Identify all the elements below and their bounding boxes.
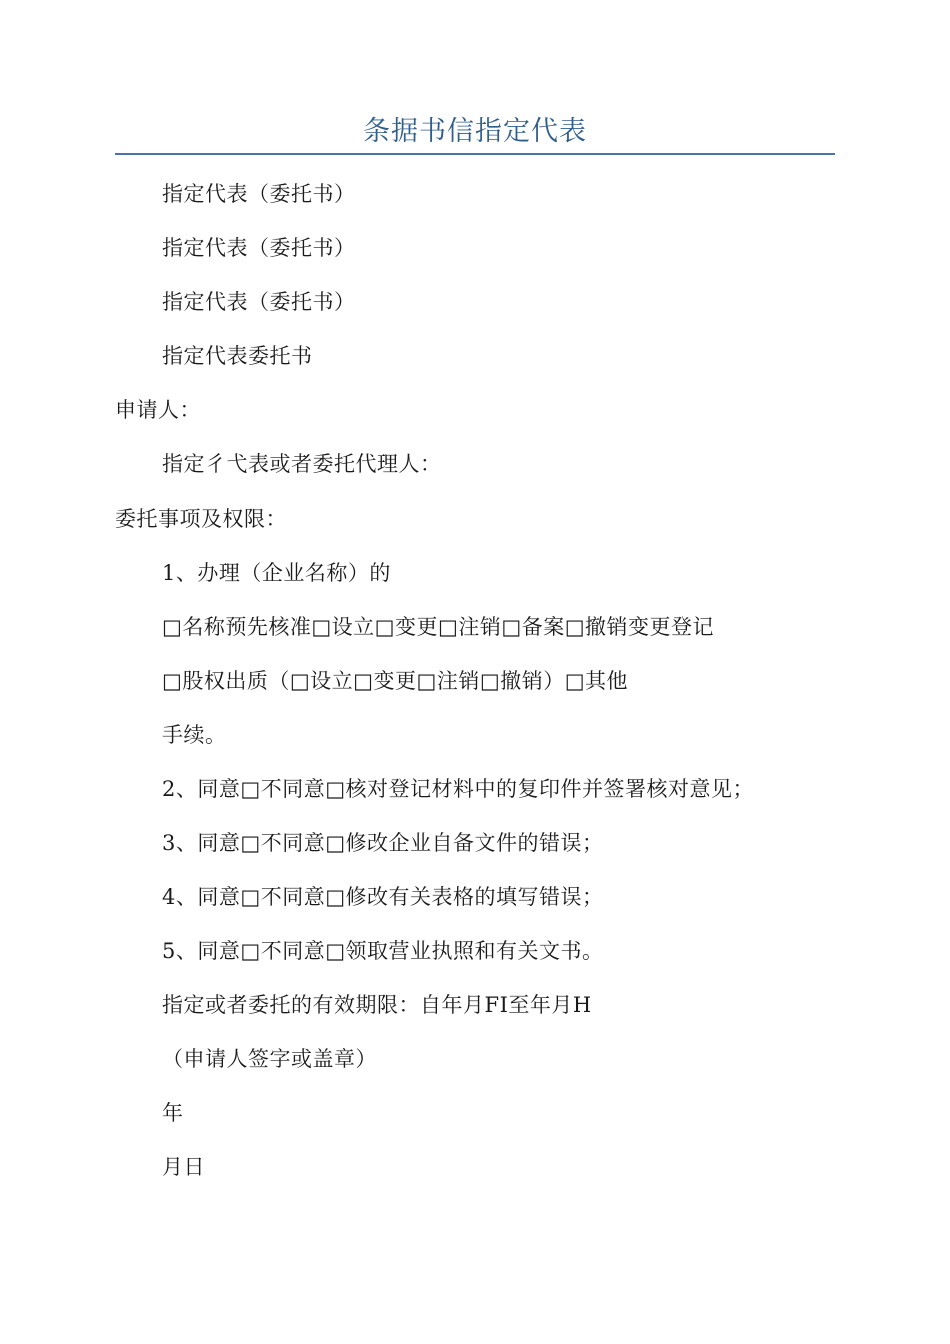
line-item-4: 4、同意□不同意□修改有关表格的填写错误； — [162, 885, 604, 909]
line-agent: 指定彳弋表或者委托代理人： — [162, 452, 442, 476]
line-applicant: 申请人： — [115, 398, 201, 422]
line-heading-4: 指定代表委托书 — [162, 344, 313, 368]
line-heading-2: 指定代表（委托书） — [162, 236, 356, 260]
line-heading-1: 指定代表（委托书） — [162, 182, 356, 206]
line-authority-heading: 委托事项及权限： — [115, 507, 287, 531]
line-item-1: 1、办理（企业名称）的 — [162, 561, 391, 585]
line-item-1-end: 手续。 — [162, 723, 227, 747]
document-title: 条据书信指定代表 — [363, 116, 587, 147]
line-validity-period: 指定或者委托的有效期限：自年月FI至年月H — [162, 993, 592, 1017]
line-item-5: 5、同意□不同意□领取营业执照和有关文书。 — [162, 939, 604, 963]
line-heading-3: 指定代表（委托书） — [162, 290, 356, 314]
title-underline — [115, 153, 835, 155]
line-year: 年 — [162, 1101, 184, 1125]
line-month-day: 月日 — [162, 1155, 205, 1179]
line-signature: （申请人签字或盖章） — [162, 1047, 377, 1071]
line-item-1-equity: □股权出质（□设立□变更□注销□撤销）□其他 — [162, 669, 629, 693]
line-item-3: 3、同意□不同意□修改企业自备文件的错误； — [162, 831, 604, 855]
line-item-1-options: □名称预先核准□设立□变更□注销□备案□撤销变更登记 — [162, 615, 715, 639]
line-item-2: 2、同意□不同意□核对登记材料中的复印件并签署核对意见； — [162, 777, 755, 801]
